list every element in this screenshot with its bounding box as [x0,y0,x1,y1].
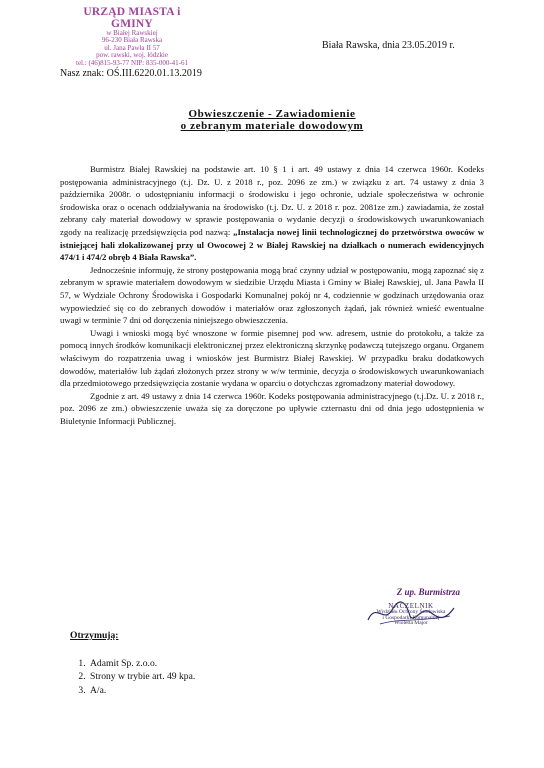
recipients-title: Otrzymują: [70,630,119,641]
paragraph-2: Jednocześnie informuję, że strony postępowania mogą brać czynny udział w postępowaniu, mogą zapoznać się z zebranym w sprawie materiałem dowodowym w siedzibie Urzędu Miasta i Gminy w Białej Rawskiej, ul. Jana Pawła II 57, w Wydziale Ochrony Środowiska i Gospodarki Komunalnej pokój nr 4, codziennie w godzinach urzędowania oraz wypowiedzieć się co do zebranych dowodów i materiałów oraz zgłoszonych żądań, jak również wnieść ewentualne uwagi w terminie 7 dni od doręczenia niniejszego obwieszczenia. [60,264,484,326]
project-name: „Instalacja nowej linii technologicznej do przetwórstwa owoców w istniejącej hali zlokalizowanej przy ul Owocowej 2 w Białej Rawskiej na działkach o numerach ewidencyjnych 474/1 i 474/2 obręb 4 Biała Rawska”. [60,226,484,263]
stamp-line: ul. Jana Pawła II 57 [104,43,160,52]
case-reference: Nasz znak: OŚ.III.6220.01.13.2019 [60,68,202,79]
paragraph-3: Uwagi i wnioski mogą być wnoszone w formie pisemnej pod ww. adresem, ustnie do protokołu, a także za pomocą innych środków komunikacji elektronicznej przez elektroniczną skrzynkę podawczą tutejszego organu. Organem właściwym do rozpatrzenia uwag i wniosków jest Burmistrz Białej Rawskiej. W przypadku braku dodatkowych dowodów, materiałów lub żądań złożonych przez strony w w/w terminie, decyzja o środowiskowych uwarunkowaniach dla przedmiotowego przedsięwzięcia zostanie wydana w oparciu o dotychczas zgromadzony materiał dowodowy. [60,327,484,389]
list-item: 2. Strony w trybie art. 49 kpa. [88,670,195,683]
place-date: Biała Rawska, dnia 23.05.2019 r. [322,40,455,51]
recipients-list [70,657,195,697]
list-item: 1. Adamit Sp. z.o.o. [88,657,195,670]
stamp-line: 96-230 Biała Rawska [101,36,163,45]
title-line-1: Obwieszczenie - Zawiadomienie [188,108,356,120]
signature-block [356,588,466,627]
document-title [0,108,544,133]
signature-zup: Z up. Burmistrza [396,587,460,597]
paragraph-1 [60,163,484,264]
handwritten-signature-icon [360,598,460,628]
stamp-title: URZĄD MIASTA i GMINY [83,6,181,31]
stamp-line: pow. rawski, woj. łódzkie [96,51,168,60]
signature-name: Wioletta Major [394,620,428,626]
stamp-line: tel.: (46)815-93-77 NIP: 835-000-41-61 [76,58,188,67]
title-line-2: o zebranym materiale dowodowym [180,120,364,133]
signature-department: Wydziału Ochrony Środowiska [376,609,446,615]
paragraph-1-text: Burmistrz Białej Rawskiej na podstawie art. 10 § 1 i art. 49 ustawy z dnia 14 czerwca 1960r. Kodeks postępowania administracyjnego (t.j. Dz. U. z 2018 r., poz. 2096 ze zm.) w związku z art. 74 ustawy z dnia 3 października 2008r. o udostępnianiu informacji o środowisku i jego ochronie, udziale społeczeństwa w ochronie środowiska oraz o ocenach oddziaływania na środowisko (t.j. Dz. U. z 2018 r. poz. 2081ze zm.) zawiadamia, że został zebrany cały materiał dowodowy w sprawie postępowania o wydanie decyzji o środowiskowych uwarunkowaniach zgody na realizację przedsięwzięcia pod nazwą: [60,164,484,237]
signature-department: i Gospodarki Komunalnej [382,614,440,621]
stamp-line: w Białej Rawskiej [106,29,158,38]
office-stamp [62,6,202,67]
document-body [60,163,484,427]
recipients [70,630,195,697]
paragraph-4: Zgodnie z art. 49 ustawy z dnia 14 czerwca 1960r. Kodeks postępowania administracyjnego (t.j.Dz. U. z 2018 r., poz. 2096 ze zm.) obwieszczenie uważa się za doręczone po upływie czternastu dni od dnia jego udostępnienia w Biuletynie Informacji Publicznej. [60,390,484,426]
signature-rank: NACZELNIK [388,602,434,610]
list-item: 3. A/a. [88,684,195,697]
